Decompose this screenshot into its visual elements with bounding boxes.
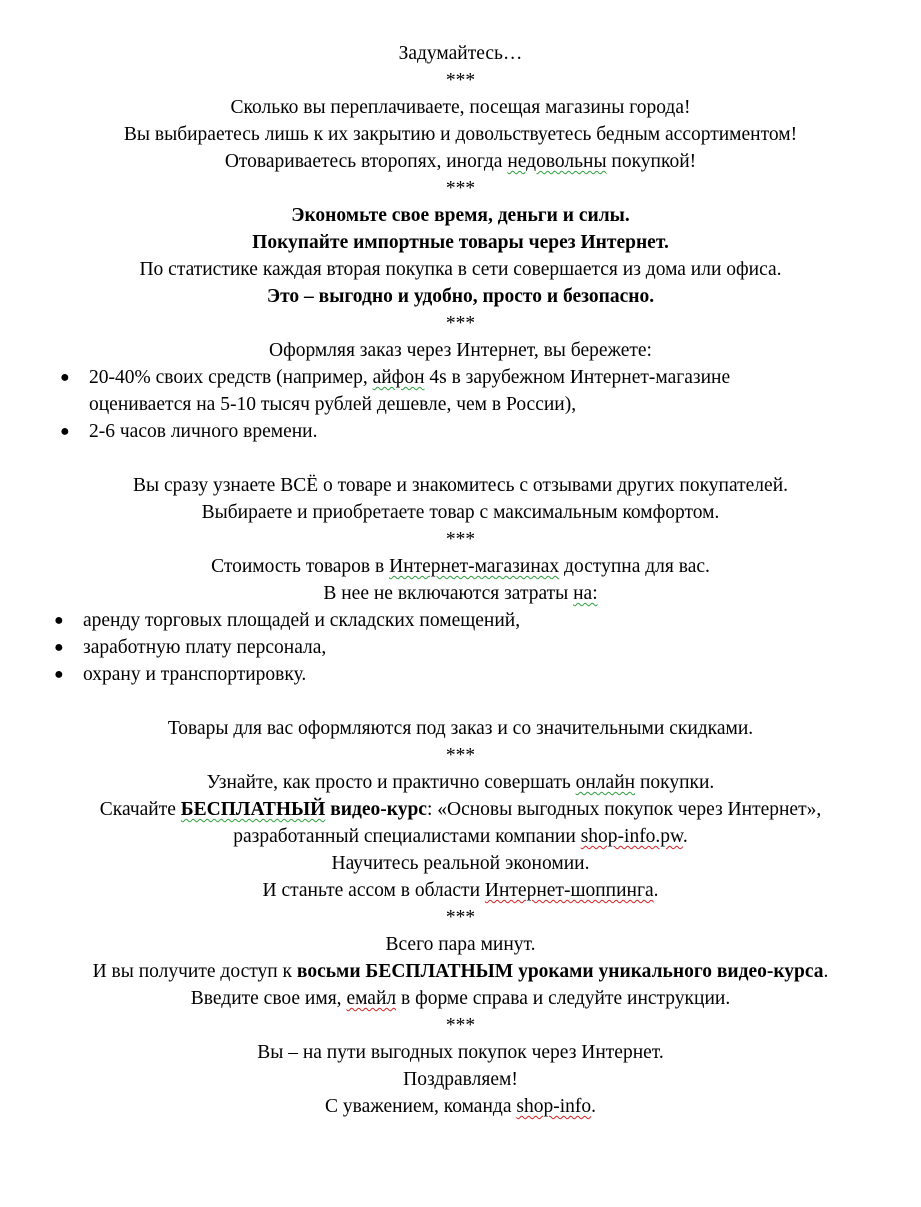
costs-after: Товары для вас оформляются под заказ и со значительными скидками. xyxy=(167,718,754,739)
costs-list xyxy=(0,607,921,688)
list-item: ● охрану и транспортировку. xyxy=(0,661,921,688)
intro-line-3-start: Отовариваетесь второпях, иногда xyxy=(224,151,508,172)
grammar-flag-word: на: xyxy=(573,583,598,604)
list-item-continuation: оценивается на 5-10 тысяч рублей дешевле, чем в России), xyxy=(89,394,577,415)
grammar-flag-word: недовольны xyxy=(507,151,607,172)
pitch-line-2: Покупайте импортные товары через Интернет. xyxy=(252,232,669,253)
separator: *** xyxy=(445,178,476,199)
spellcheck-word: shop-info xyxy=(516,1096,592,1117)
intro-line-2: Вы выбираетесь лишь к их закрытию и довольствуетесь бедным ассортиментом! xyxy=(123,124,798,145)
separator: *** xyxy=(445,313,476,334)
list-item: ● аренду торговых площадей и складских помещений, xyxy=(0,607,921,634)
savings-after-2: Выбираете и приобретаете товар с максимальным комфортом. xyxy=(201,502,720,523)
course-line-3: разработанный специалистами компании shop-info.pw. xyxy=(233,826,688,847)
closing-line-1: Вы – на пути выгодных покупок через Интернет. xyxy=(257,1042,664,1063)
pitch-line-3: По статистике каждая вторая покупка в сети совершается из дома или офиса. xyxy=(139,259,782,280)
course-line-4: Научитесь реальной экономии. xyxy=(331,853,590,874)
spellcheck-word: онлайн xyxy=(575,772,636,793)
list-item: ● 2-6 часов личного времени. xyxy=(0,418,921,445)
pitch-line-1: Экономьте свое время, деньги и силы. xyxy=(291,205,630,226)
pitch-line-4: Это – выгодно и удобно, просто и безопасно. xyxy=(266,286,655,307)
document-page xyxy=(0,40,921,1120)
intro-line-3 xyxy=(0,148,921,175)
bullet-icon: ● xyxy=(54,639,64,656)
course-line-2: Скачайте БЕСПЛАТНЫЙ видео-курс: «Основы выгодных покупок через Интернет», xyxy=(99,799,822,820)
closing-line-3: С уважением, команда shop-info. xyxy=(325,1096,596,1117)
grammar-flag-word: БЕСПЛАТНЫЙ xyxy=(180,799,326,820)
separator: *** xyxy=(445,1015,476,1036)
spellcheck-word: емайл xyxy=(346,988,397,1009)
separator: *** xyxy=(445,70,476,91)
costs-line-1: Стоимость товаров в Интернет-магазинах доступна для вас. xyxy=(211,556,710,577)
spellcheck-word: Интернет-шоппинга xyxy=(484,880,654,901)
blank-line xyxy=(0,445,921,472)
list-item: ● 20-40% своих средств (например, айфон 4s в зарубежном Интернет-магазине xyxy=(0,364,921,391)
separator: *** xyxy=(445,745,476,766)
bullet-icon: ● xyxy=(60,423,70,440)
spellcheck-word: Интернет-магазинах xyxy=(389,556,560,577)
access-line-3: Введите свое имя, емайл в форме справа и следуйте инструкции. xyxy=(190,988,731,1009)
intro-line-1: Сколько вы переплачиваете, посещая магазины города! xyxy=(230,97,691,118)
savings-intro: Оформляя заказ через Интернет, вы бережете: xyxy=(269,340,652,361)
closing-line-2: Поздравляем! xyxy=(403,1069,518,1090)
list-item: ● заработную плату персонала, xyxy=(0,634,921,661)
page-heading: Задумайтесь… xyxy=(398,43,523,64)
access-line-1: Всего пара минут. xyxy=(385,934,536,955)
bullet-icon: ● xyxy=(54,612,64,629)
course-line-5: И станьте ассом в области Интернет-шоппинга. xyxy=(262,880,659,901)
costs-line-2: В нее не включаются затраты на: xyxy=(323,583,598,604)
savings-list xyxy=(0,364,921,445)
bullet-icon: ● xyxy=(60,369,70,386)
spellcheck-word: shop-info.pw xyxy=(580,826,683,847)
intro-line-3-end: покупкой! xyxy=(606,151,697,172)
savings-after-1: Вы сразу узнаете ВСЁ о товаре и знакомитесь с отзывами других покупателей. xyxy=(132,475,789,496)
separator: *** xyxy=(445,907,476,928)
bullet-icon: ● xyxy=(54,666,64,683)
blank-line xyxy=(0,688,921,715)
access-line-2: И вы получите доступ к восьми БЕСПЛАТНЫМ уроками уникального видео-курса. xyxy=(92,961,829,982)
course-line-1: Узнайте, как просто и практично совершать онлайн покупки. xyxy=(206,772,715,793)
spellcheck-word: айфон xyxy=(372,367,425,388)
separator: *** xyxy=(445,529,476,550)
